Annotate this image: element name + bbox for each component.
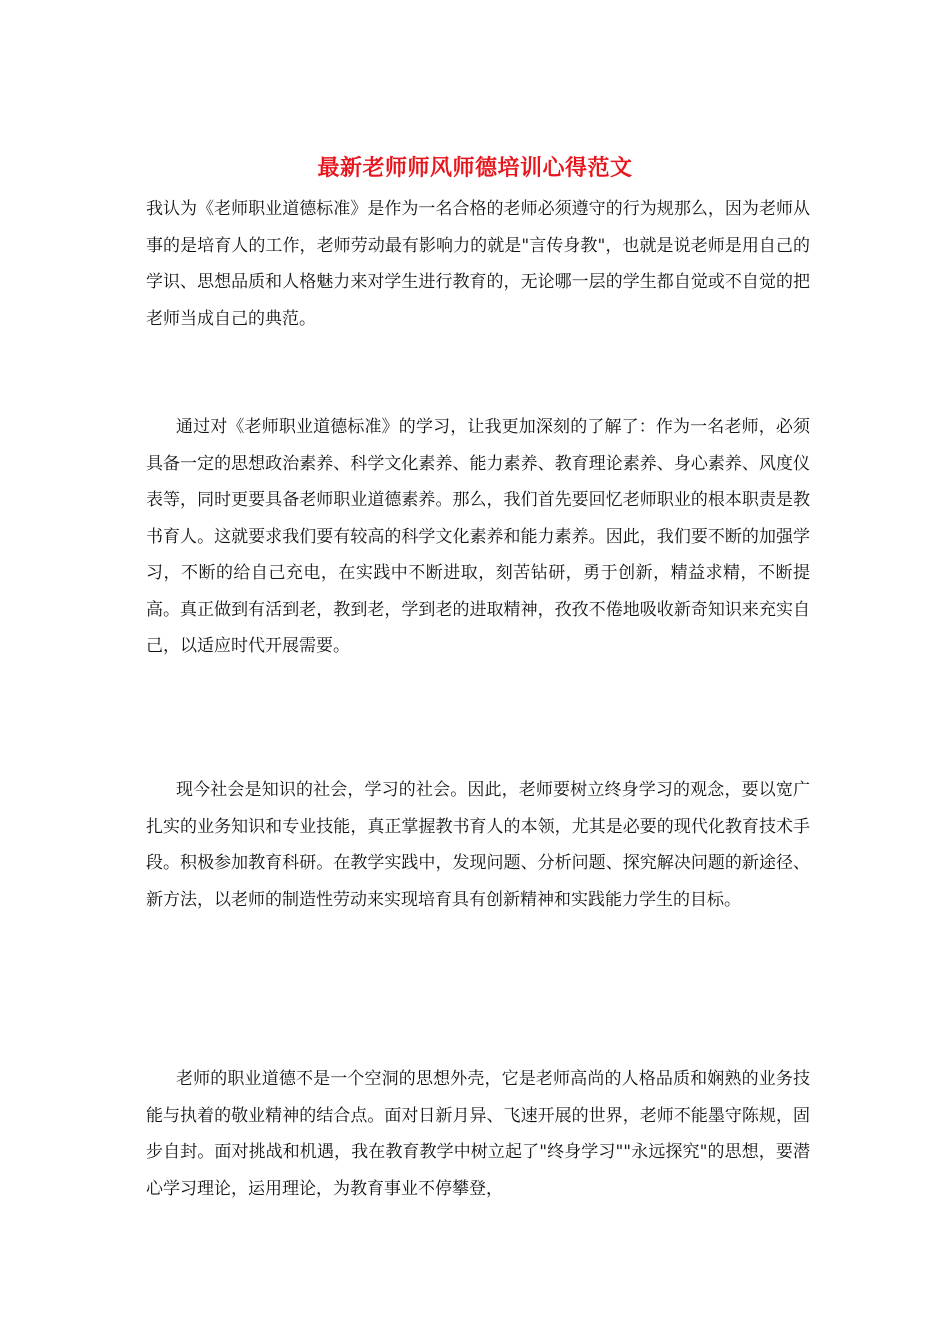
document-title: 最新老师师风师德培训心得范文 bbox=[317, 155, 633, 181]
paragraph-1: 我认为《老师职业道德标准》是作为一名合格的老师必须遵守的行为规那么，因为老师从事的是培育人的工作，老师劳动最有影响力的就是"言传身教"，也就是说老师是用自己的学识、思想品质和人格魅力来对学生进行教育的，无论哪一层的学生都自觉或不自觉的把老师当成自己的典范。 bbox=[146, 199, 810, 329]
paragraph-3: 现今社会是知识的社会，学习的社会。因此，老师要树立终身学习的观念，要以宽广扎实的业务知识和专业技能，真正掌握教书育人的本领，尤其是必要的现代化教育技术手段。积极参加教育科研。在教学实践中，发现问题、分析问题、探究解决问题的新途径、新方法，以老师的制造性劳动来实现培育具有创新精神和实践能力学生的目标。 bbox=[146, 780, 810, 910]
paragraph-4: 老师的职业道德不是一个空洞的思想外壳，它是老师高尚的人格品质和娴熟的业务技能与执着的敬业精神的结合点。面对日新月异、飞速开展的世界，老师不能墨守陈规，固步自封。面对挑战和机遇，我在教育教学中树立起了"终身学习""永远探究"的思想，要潜心学习理论，运用理论，为教育事业不停攀登， bbox=[146, 1069, 810, 1199]
paragraph-2: 通过对《老师职业道德标准》的学习，让我更加深刻的了解了：作为一名老师，必须具备一定的思想政治素养、科学文化素养、能力素养、教育理论素养、身心素养、风度仪表等，同时更要具备老师职业道德素养。那么，我们首先要回忆老师职业的根本职责是教书育人。这就要求我们要有较高的科学文化素养和能力素养。因此，我们要不断的加强学习，不断的给自己充电，在实践中不断进取，刻苦钻研，勇于创新，精益求精，不断提高。真正做到有活到老，教到老，学到老的进取精神，孜孜不倦地吸收新奇知识来充实自己，以适应时代开展需要。 bbox=[146, 417, 810, 656]
